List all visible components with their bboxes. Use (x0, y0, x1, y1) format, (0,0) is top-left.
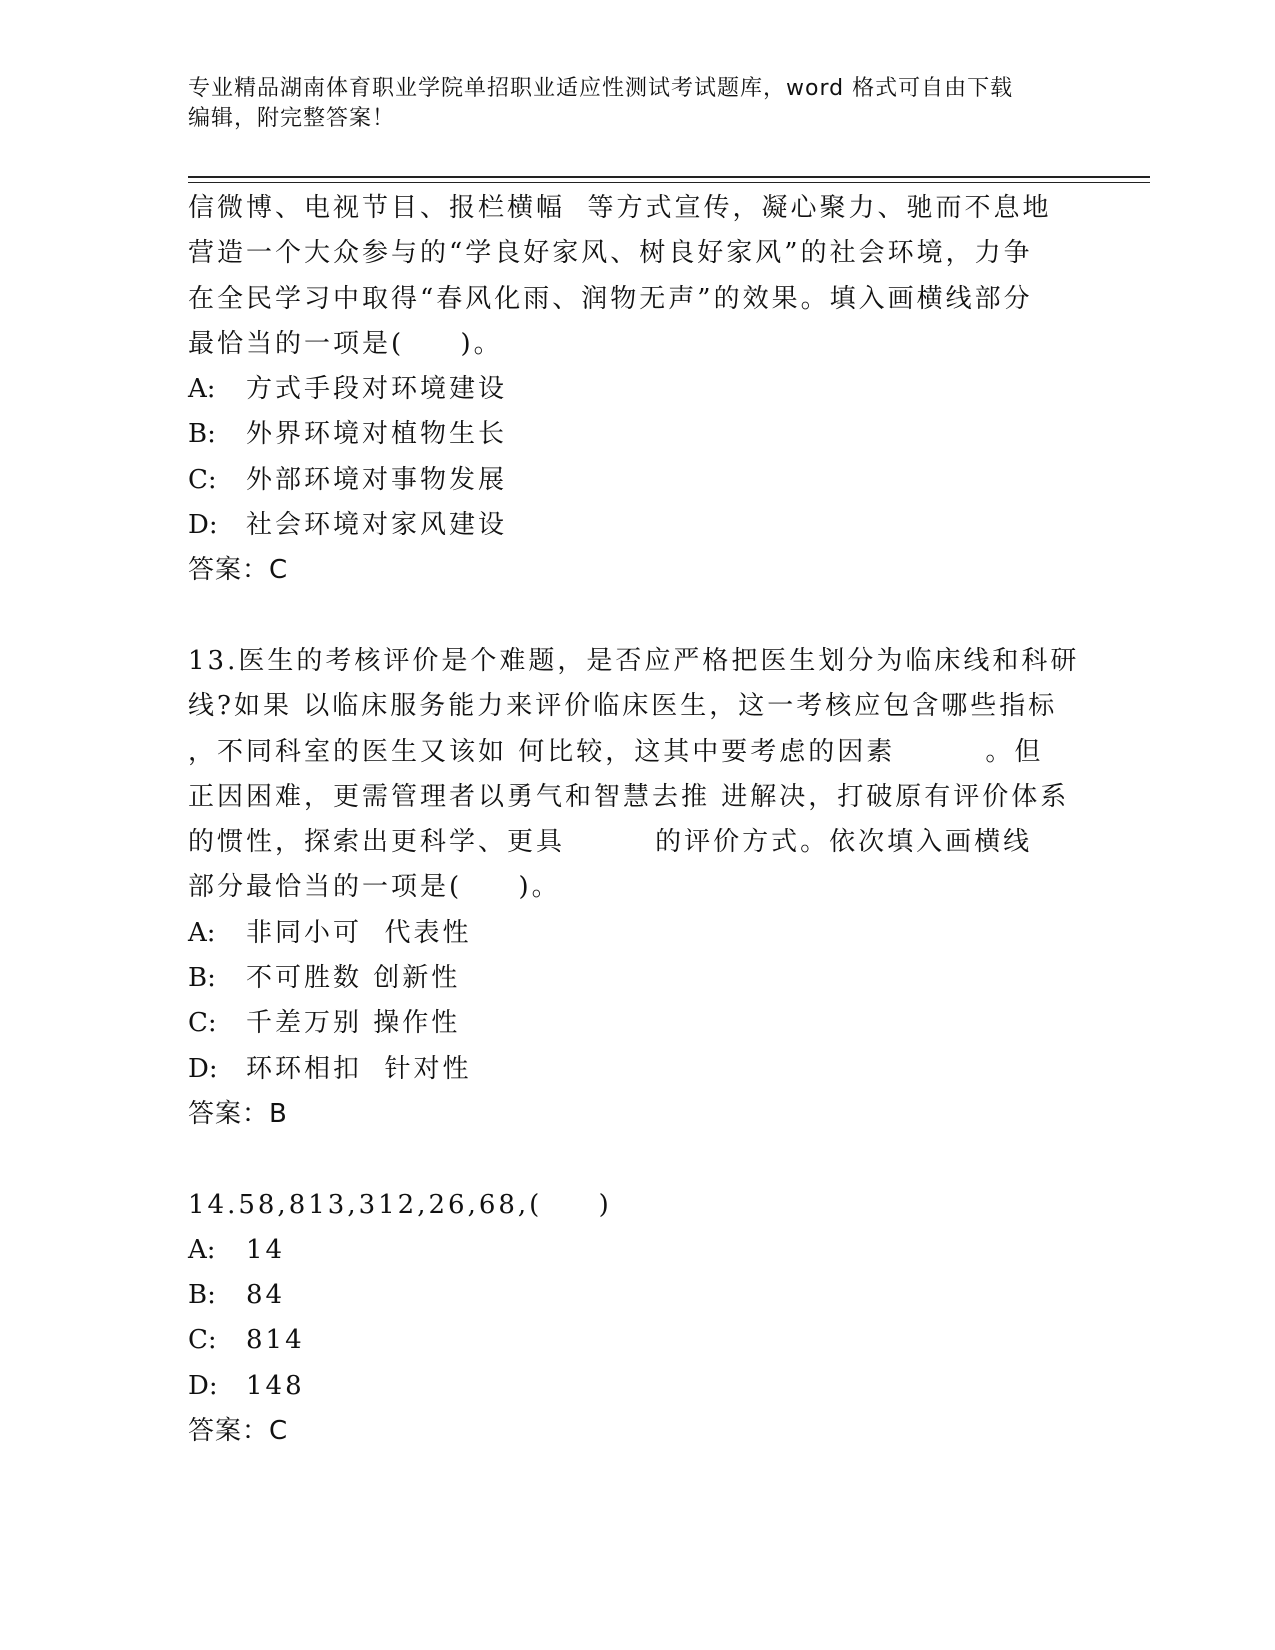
option-text: 环环相扣 针对性 (246, 1053, 472, 1084)
answer-line: 答案：C (188, 1416, 289, 1447)
option-a (188, 911, 1088, 956)
header-rule-thin (188, 182, 1150, 183)
option-text: 84 (246, 1280, 286, 1311)
question-text-line: 13.医生的考核评价是个难题，是否应严格把医生划分为临床线和科研 (188, 645, 1080, 676)
question-text-line: 信微博、电视节目、报栏横幅 等方式宣传，凝心聚力、驰而不息地 (188, 193, 1052, 223)
option-d (188, 1047, 1088, 1092)
option-key: D: (188, 1370, 218, 1401)
option-b (188, 956, 1088, 1001)
option-text: 外界环境对植物生长 (246, 419, 508, 450)
question-text-line: 正因困难，更需管理者以勇气和智慧去推 进解决，打破原有评价体系 (188, 781, 1070, 812)
option-b (188, 1273, 1088, 1318)
question-text-line: 在全民学习中取得“春风化雨、润物无声”的效果。填入画横线部分 (188, 283, 1033, 314)
option-key: B: (188, 419, 216, 450)
option-key: D: (188, 1053, 218, 1084)
option-d (188, 503, 1088, 548)
question-text-line: ，不同科室的医生又该如 何比较，这其中要考虑的因素 。但 (188, 736, 1044, 767)
option-key: A: (188, 1234, 216, 1265)
option-c (188, 458, 1088, 503)
question-text-line: 部分最恰当的一项是( )。 (188, 872, 561, 903)
option-text: 非同小可 代表性 (246, 917, 472, 948)
option-c (188, 1318, 1088, 1363)
question-13 (188, 639, 1088, 1137)
option-text: 14 (246, 1234, 286, 1265)
question-content (188, 186, 1088, 1454)
option-key: A: (188, 917, 216, 948)
option-key: C: (188, 464, 217, 495)
question-text-line: 的惯性，探索出更科学、更具 的评价方式。依次填入画横线 (188, 827, 1033, 858)
option-text: 千差万别 操作性 (246, 1008, 461, 1039)
option-text: 814 (246, 1325, 305, 1356)
header-line-2: 编辑，附完整答案！ (188, 106, 396, 131)
question-12 (188, 186, 1088, 594)
option-a (188, 367, 1088, 412)
option-a (188, 1228, 1088, 1273)
answer-line: 答案：C (188, 555, 289, 586)
question-14 (188, 1183, 1088, 1455)
option-key: B: (188, 963, 216, 994)
option-text: 社会环境对家风建设 (246, 510, 508, 541)
option-key: D: (188, 510, 218, 541)
option-text: 148 (246, 1370, 305, 1401)
option-key: C: (188, 1008, 217, 1039)
option-text: 不可胜数 创新性 (246, 963, 461, 994)
option-key: C: (188, 1325, 217, 1356)
header-line-1: 专业精品湖南体育职业学院单招职业适应性测试考试题库，word 格式可自由下载 (188, 76, 1014, 101)
option-b (188, 412, 1088, 457)
document-header (188, 74, 1088, 134)
spacer (188, 594, 1088, 639)
answer-line: 答案：B (188, 1098, 288, 1129)
option-key: B: (188, 1280, 216, 1311)
option-d (188, 1364, 1088, 1409)
question-text-line: 最恰当的一项是( )。 (188, 328, 503, 359)
question-text-line: 营造一个大众参与的“学良好家风、树良好家风”的社会环境，力争 (188, 238, 1033, 269)
header-rule-thick (188, 176, 1150, 178)
option-key: A: (188, 374, 216, 405)
question-text-line: 14.58,813,312,26,68,( ) (188, 1189, 612, 1220)
option-text: 方式手段对环境建设 (246, 374, 508, 405)
option-text: 外部环境对事物发展 (246, 464, 508, 495)
question-text-line: 线?如果 以临床服务能力来评价临床医生，这一考核应包含哪些指标 (188, 691, 1058, 722)
spacer (188, 1137, 1088, 1182)
option-c (188, 1001, 1088, 1046)
